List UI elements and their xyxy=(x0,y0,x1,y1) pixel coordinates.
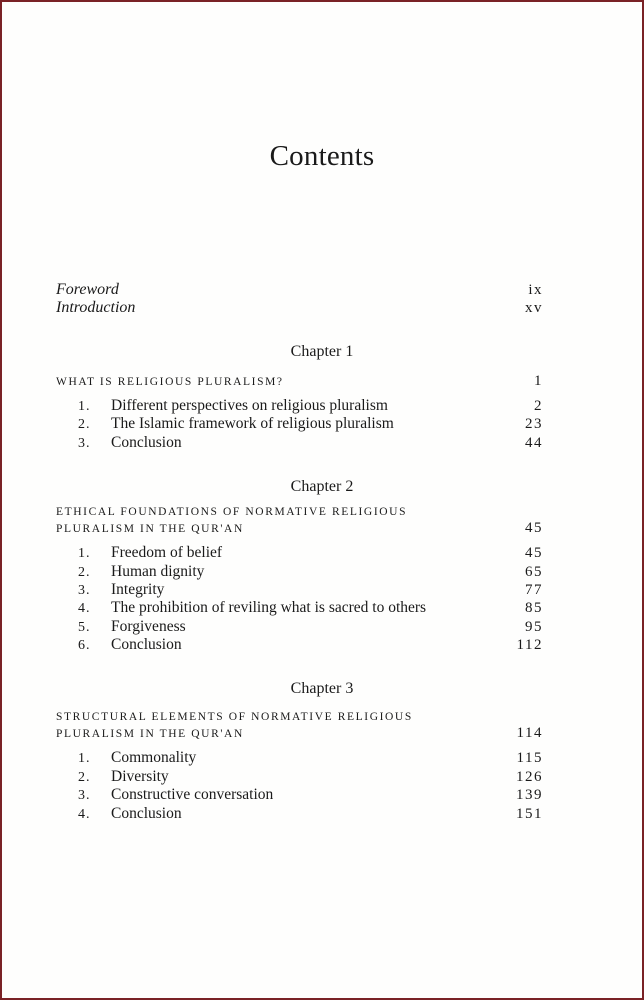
section-row xyxy=(56,581,542,599)
entry-page: ix xyxy=(528,282,543,298)
chapter-page: 114 xyxy=(516,725,543,741)
section-row xyxy=(56,397,542,415)
section-page: 151 xyxy=(516,806,543,822)
section-number: 2. xyxy=(78,565,91,580)
section-row xyxy=(56,805,542,823)
chapter-label: Chapter 1 xyxy=(290,343,354,360)
section-page: 112 xyxy=(516,637,543,653)
section-page: 65 xyxy=(525,564,543,580)
chapter-label: Chapter 2 xyxy=(290,478,354,495)
section-page: 23 xyxy=(525,416,543,432)
entry-page: xv xyxy=(525,300,543,316)
section-title: Different perspectives on religious pluralism xyxy=(111,397,388,414)
section-row xyxy=(56,544,542,562)
entry-label: Foreword xyxy=(56,281,119,298)
section-number: 1. xyxy=(78,399,91,414)
section-row xyxy=(56,563,542,581)
chapter-page: 1 xyxy=(534,373,543,389)
chapter-heading xyxy=(56,520,542,537)
section-title: The prohibition of reviling what is sacred to others xyxy=(111,599,427,616)
section-row xyxy=(56,636,542,654)
section-number: 1. xyxy=(78,751,91,766)
toc-entry-foreword xyxy=(56,281,542,299)
section-page: 44 xyxy=(525,435,543,451)
section-number: 6. xyxy=(78,638,91,653)
section-row xyxy=(56,599,542,617)
section-row xyxy=(56,749,542,767)
section-title: Forgiveness xyxy=(111,618,186,635)
section-row xyxy=(56,618,542,636)
section-number: 1. xyxy=(78,546,91,561)
section-title: Freedom of belief xyxy=(111,544,223,561)
section-number: 3. xyxy=(78,436,91,451)
section-number: 2. xyxy=(78,417,91,432)
section-title: The Islamic framework of religious pluralism xyxy=(111,415,394,432)
section-number: 2. xyxy=(78,770,91,785)
toc-entry-introduction xyxy=(56,299,542,317)
section-row xyxy=(56,434,542,452)
section-title: Commonality xyxy=(111,749,197,766)
section-title: Constructive conversation xyxy=(111,786,274,803)
section-number: 4. xyxy=(78,601,91,616)
section-number: 3. xyxy=(78,788,91,803)
chapter-label: Chapter 3 xyxy=(290,680,354,697)
chapter-heading xyxy=(56,373,542,390)
section-page: 95 xyxy=(525,619,543,635)
section-number: 3. xyxy=(78,583,91,598)
chapter-heading-text: PLURALISM IN THE QUR'AN xyxy=(56,523,244,535)
section-row xyxy=(56,768,542,786)
section-page: 77 xyxy=(525,582,543,598)
chapter-heading-text: WHAT IS RELIGIOUS PLURALISM? xyxy=(56,376,284,388)
section-page: 85 xyxy=(525,600,543,616)
section-title: Conclusion xyxy=(111,434,182,451)
chapter-heading-text: STRUCTURAL ELEMENTS OF NORMATIVE RELIGIOUS xyxy=(56,711,413,723)
section-title: Integrity xyxy=(111,581,165,598)
section-page: 126 xyxy=(516,769,543,785)
section-title: Conclusion xyxy=(111,636,182,653)
section-page: 115 xyxy=(516,750,543,766)
section-number: 5. xyxy=(78,620,91,635)
chapter-page: 45 xyxy=(525,520,543,536)
section-row xyxy=(56,415,542,433)
section-page: 139 xyxy=(516,787,543,803)
chapter-heading-text: ETHICAL FOUNDATIONS OF NORMATIVE RELIGIOUS xyxy=(56,506,408,518)
section-title: Human dignity xyxy=(111,563,205,580)
section-number: 4. xyxy=(78,807,91,822)
section-page: 45 xyxy=(525,545,543,561)
page-title: Contents xyxy=(269,140,375,172)
section-title: Diversity xyxy=(111,768,169,785)
section-row xyxy=(56,786,542,804)
entry-label: Introduction xyxy=(56,299,136,316)
chapter-heading-text: PLURALISM IN THE QUR'AN xyxy=(56,728,244,740)
section-title: Conclusion xyxy=(111,805,182,822)
section-page: 2 xyxy=(534,398,543,414)
chapter-heading xyxy=(56,725,542,742)
